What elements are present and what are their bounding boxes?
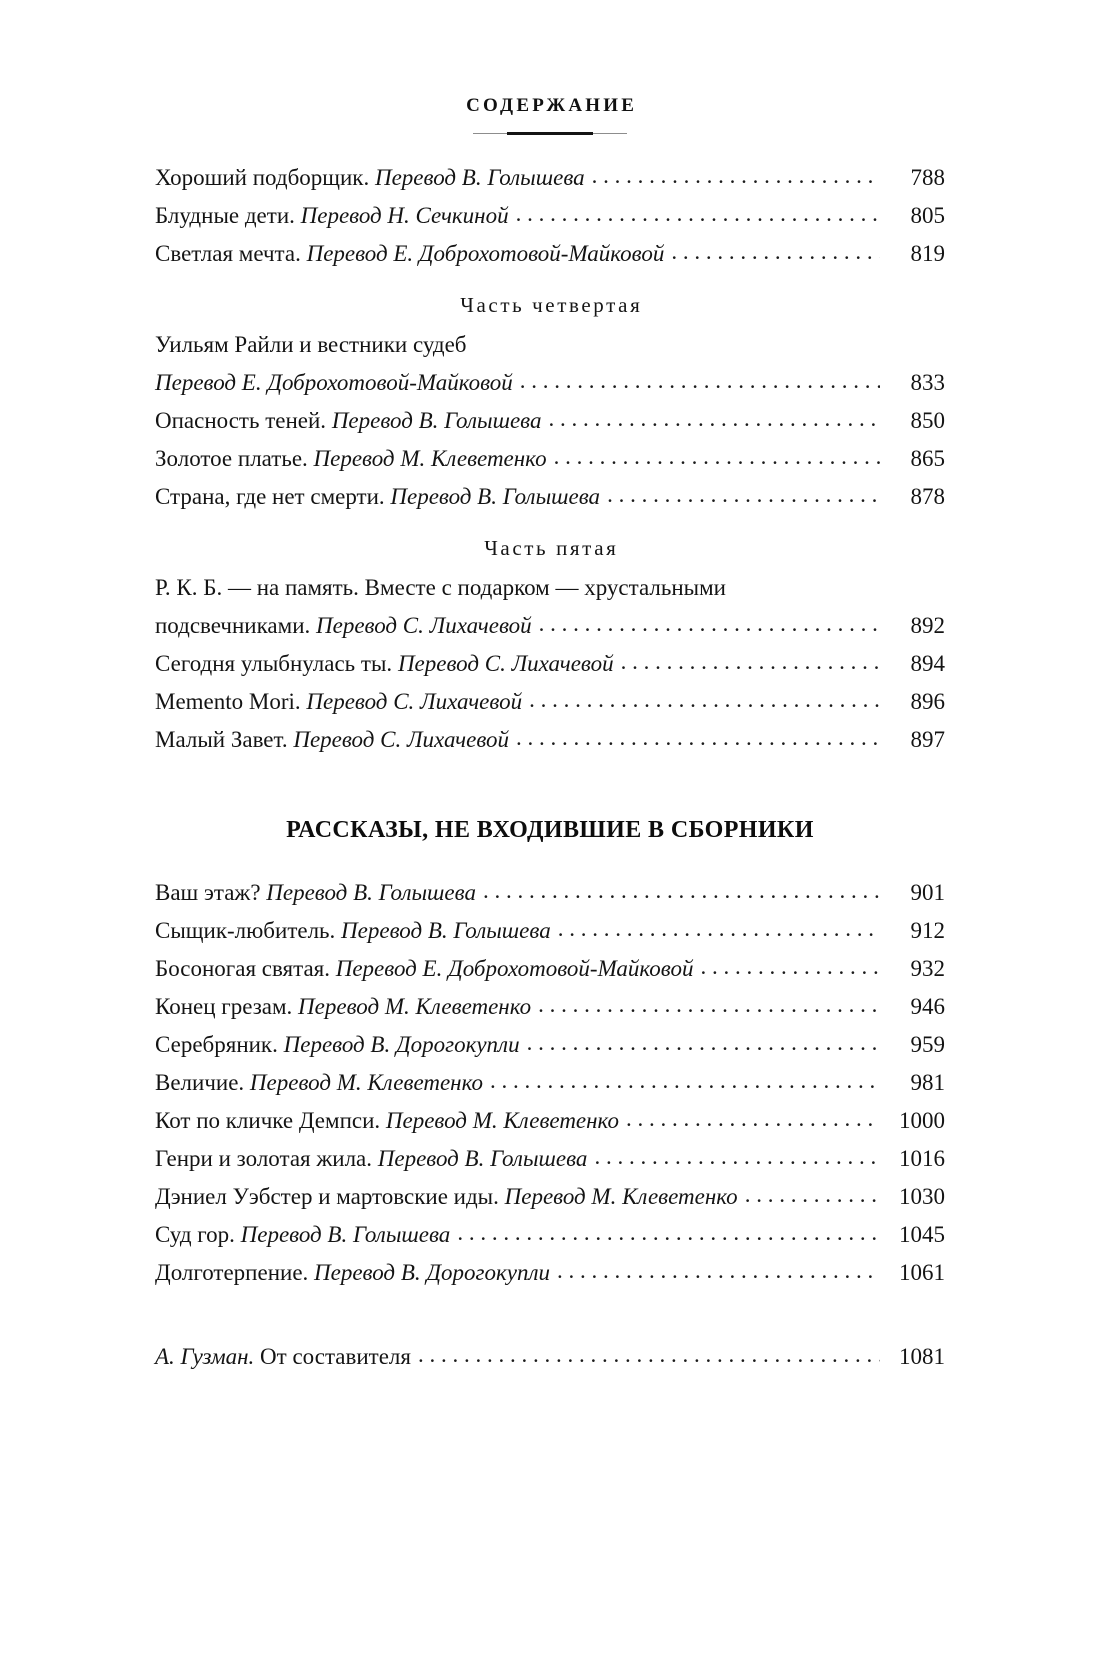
toc-entry-label — [155, 364, 520, 402]
toc-entry-label — [155, 607, 539, 645]
toc-leader-dots — [557, 1269, 880, 1292]
toc-entry[interactable] — [155, 1254, 945, 1292]
toc-page-number: 788 — [910, 165, 945, 190]
table-of-contents — [155, 137, 945, 1376]
toc-page-number: 896 — [910, 689, 945, 714]
spacer — [155, 759, 945, 817]
toc-entry-title: Босоногая святая. — [155, 956, 336, 981]
toc-leader-dots — [701, 965, 881, 988]
toc-entry-translator: Перевод В. Голышева — [266, 880, 476, 905]
toc-entry[interactable] — [155, 912, 945, 950]
toc-page-number: 805 — [910, 203, 945, 228]
toc-leader-dots — [554, 455, 880, 478]
toc-entry-label — [155, 159, 592, 197]
toc-entry[interactable] — [155, 721, 945, 759]
toc-entry-title: Генри и золотая жила. — [155, 1146, 378, 1171]
toc-entry-translator: Перевод М. Клеветенко — [249, 1070, 483, 1095]
toc-page-number: 892 — [910, 613, 945, 638]
toc-entry[interactable] — [155, 607, 945, 645]
toc-entry-title: Memento Mori. — [155, 689, 307, 714]
toc-page-number: 912 — [910, 918, 945, 943]
toc-page-number: 946 — [910, 994, 945, 1019]
toc-entry-title-line: Уильям Райли и вестники судеб — [155, 332, 467, 357]
toc-leader-dots — [626, 1117, 880, 1140]
toc-entry-translator: Перевод В. Дорогокупли — [314, 1260, 550, 1285]
toc-entry-title: Опасность теней. — [155, 408, 332, 433]
toc-page-number: 833 — [910, 370, 945, 395]
toc-entry-label — [155, 874, 483, 912]
toc-page-number: 878 — [910, 484, 945, 509]
toc-entry[interactable] — [155, 1338, 945, 1376]
toc-entry-title: Страна, где нет смерти. — [155, 484, 391, 509]
toc-entry[interactable] — [155, 988, 945, 1026]
toc-entry[interactable] — [155, 402, 945, 440]
spacer — [155, 844, 945, 874]
toc-entry-translator: Перевод В. Голышева — [390, 484, 601, 509]
toc-entry-title: Светлая мечта. — [155, 241, 307, 266]
toc-page-number: 865 — [910, 446, 945, 471]
toc-entry-translator: Перевод С. Лихачевой — [316, 613, 532, 638]
toc-entry[interactable] — [155, 235, 945, 273]
toc-entry-translator: Перевод С. Лихачевой — [397, 651, 614, 676]
toc-entry[interactable] — [155, 1064, 945, 1102]
part-heading: Часть пятая — [484, 536, 619, 560]
toc-entry-translator: Перевод В. Дорогокупли — [283, 1032, 520, 1057]
toc-entry-label — [155, 235, 671, 273]
toc-page-number: 981 — [910, 1070, 945, 1095]
toc-entry-label — [155, 402, 548, 440]
toc-page-number: 901 — [910, 880, 945, 905]
toc-leader-dots — [520, 379, 880, 402]
toc-leader-dots — [516, 212, 880, 235]
toc-entry-title: Сегодня улыбнулась ты. — [155, 651, 398, 676]
toc-leader-dots — [621, 660, 880, 683]
toc-entry-label — [155, 478, 607, 516]
toc-leader-dots — [607, 493, 880, 516]
toc-entry-translator: Перевод Н. Сечкиной — [300, 203, 509, 228]
toc-entry-translator: Перевод В. Голышева — [374, 165, 585, 190]
toc-page-number: 1061 — [899, 1260, 945, 1285]
toc-leader-dots — [527, 1041, 880, 1064]
toc-entry-label — [155, 950, 701, 988]
toc-entry-label — [155, 1064, 490, 1102]
toc-entry[interactable] — [155, 950, 945, 988]
toc-entry-label — [155, 1254, 557, 1292]
toc-entry-label — [155, 1140, 594, 1178]
toc-entry-title: Кот по кличке Демпси. — [155, 1108, 386, 1133]
toc-page-number: 959 — [910, 1032, 945, 1057]
toc-entry-title: Малый Завет. — [155, 727, 294, 752]
toc-entry-title: Хороший подборщик. — [155, 165, 375, 190]
running-head: СОДЕРЖАНИЕ — [466, 95, 638, 116]
toc-entry-translator: Перевод М. Клеветенко — [298, 994, 532, 1019]
divider-thick-line — [507, 132, 593, 135]
toc-entry-author: А. Гузман. — [155, 1344, 261, 1369]
toc-entry-title: От составителя — [260, 1344, 411, 1369]
toc-page-number: 894 — [910, 651, 945, 676]
toc-entry-label — [155, 197, 516, 235]
toc-entry-label — [155, 1338, 418, 1376]
toc-entry-label — [155, 645, 621, 683]
toc-page-number: 850 — [910, 408, 945, 433]
toc-entry[interactable] — [155, 683, 945, 721]
toc-entry-title-line: Р. К. Б. — на память. Вместе с подарком — хрустальными — [155, 575, 726, 600]
toc-page-number: 1045 — [899, 1222, 945, 1247]
toc-entry-translator: Перевод В. Голышева — [377, 1146, 588, 1171]
section-heading: РАССКАЗЫ, НЕ ВХОДИВШИЕ В СБОРНИКИ — [286, 817, 814, 843]
toc-entry-translator: Перевод Е. Доброхотовой-Майковой — [155, 370, 513, 395]
toc-leader-dots — [745, 1193, 880, 1216]
toc-entry-label — [155, 1216, 457, 1254]
toc-entry-title: Сыщик-любитель. — [155, 918, 342, 943]
toc-entry[interactable] — [155, 440, 945, 478]
toc-entry-translator: Перевод М. Клеветенко — [504, 1184, 738, 1209]
toc-leader-dots — [529, 698, 880, 721]
toc-entry[interactable] — [155, 1102, 945, 1140]
toc-leader-dots — [558, 927, 880, 950]
toc-leader-dots — [457, 1231, 880, 1254]
toc-entry-translator: Перевод В. Голышева — [331, 408, 542, 433]
toc-entry-label — [155, 988, 538, 1026]
toc-entry[interactable] — [155, 364, 945, 402]
toc-entry-title: Золотое платье. — [155, 446, 314, 471]
toc-entry-label — [155, 912, 558, 950]
toc-entry-title: Дэниел Уэбстер и мартовские иды. — [155, 1184, 505, 1209]
toc-page-number: 1030 — [899, 1184, 945, 1209]
toc-entry-translator: Перевод В. Голышева — [341, 918, 551, 943]
toc-page-number: 1081 — [899, 1344, 945, 1369]
toc-entry-translator: Перевод В. Голышева — [240, 1222, 451, 1247]
toc-leader-dots — [539, 622, 880, 645]
toc-entry[interactable] — [155, 874, 945, 912]
page-header — [0, 0, 1100, 137]
toc-entry-translator: Перевод Е. Доброхотовой-Майковой — [335, 956, 694, 981]
toc-entry-translator: Перевод М. Клеветенко — [313, 446, 547, 471]
toc-entry-title: Долготерпение. — [155, 1260, 315, 1285]
part-heading: Часть четвертая — [460, 293, 643, 317]
ornamental-divider-icon — [473, 131, 627, 137]
toc-entry[interactable] — [155, 478, 945, 516]
toc-leader-dots — [418, 1353, 880, 1376]
toc-entry[interactable] — [155, 197, 945, 235]
toc-entry[interactable] — [155, 645, 945, 683]
toc-entry-title: Суд гор. — [155, 1222, 241, 1247]
toc-entry-label — [155, 1178, 745, 1216]
toc-leader-dots — [516, 736, 880, 759]
toc-entry-label — [155, 721, 516, 759]
toc-page-number: 819 — [910, 241, 945, 266]
toc-entry-title: подсвечниками. — [155, 613, 316, 638]
toc-page-number: 897 — [910, 727, 945, 752]
toc-entry[interactable] — [155, 159, 945, 197]
toc-page-number: 1016 — [899, 1146, 945, 1171]
toc-entry-translator: Перевод Е. Доброхотовой-Майковой — [306, 241, 665, 266]
toc-leader-dots — [594, 1155, 880, 1178]
toc-entry[interactable] — [155, 1178, 945, 1216]
toc-entry-title: Величие. — [155, 1070, 250, 1095]
toc-leader-dots — [592, 174, 880, 197]
spacer — [155, 1292, 945, 1338]
toc-leader-dots — [490, 1079, 880, 1102]
toc-page-number: 1000 — [899, 1108, 945, 1133]
toc-entry-title: Конец грезам. — [155, 994, 299, 1019]
toc-entry-label — [155, 683, 529, 721]
toc-entry-translator: Перевод С. Лихачевой — [293, 727, 510, 752]
toc-leader-dots — [483, 889, 880, 912]
toc-leader-dots — [538, 1003, 880, 1026]
toc-entry-label — [155, 1102, 626, 1140]
toc-entry[interactable] — [155, 1026, 945, 1064]
toc-entry-translator: Перевод С. Лихачевой — [306, 689, 523, 714]
toc-entry-title: Ваш этаж? — [155, 880, 267, 905]
toc-entry-title: Серебряник. — [155, 1032, 284, 1057]
toc-entry-label — [155, 1026, 527, 1064]
toc-entry-label — [155, 440, 554, 478]
toc-entry[interactable] — [155, 1140, 945, 1178]
toc-leader-dots — [671, 250, 880, 273]
toc-entry-title: Блудные дети. — [155, 203, 301, 228]
toc-page-number: 932 — [910, 956, 945, 981]
toc-entry-translator: Перевод М. Клеветенко — [385, 1108, 619, 1133]
toc-entry[interactable] — [155, 1216, 945, 1254]
toc-leader-dots — [548, 417, 880, 440]
